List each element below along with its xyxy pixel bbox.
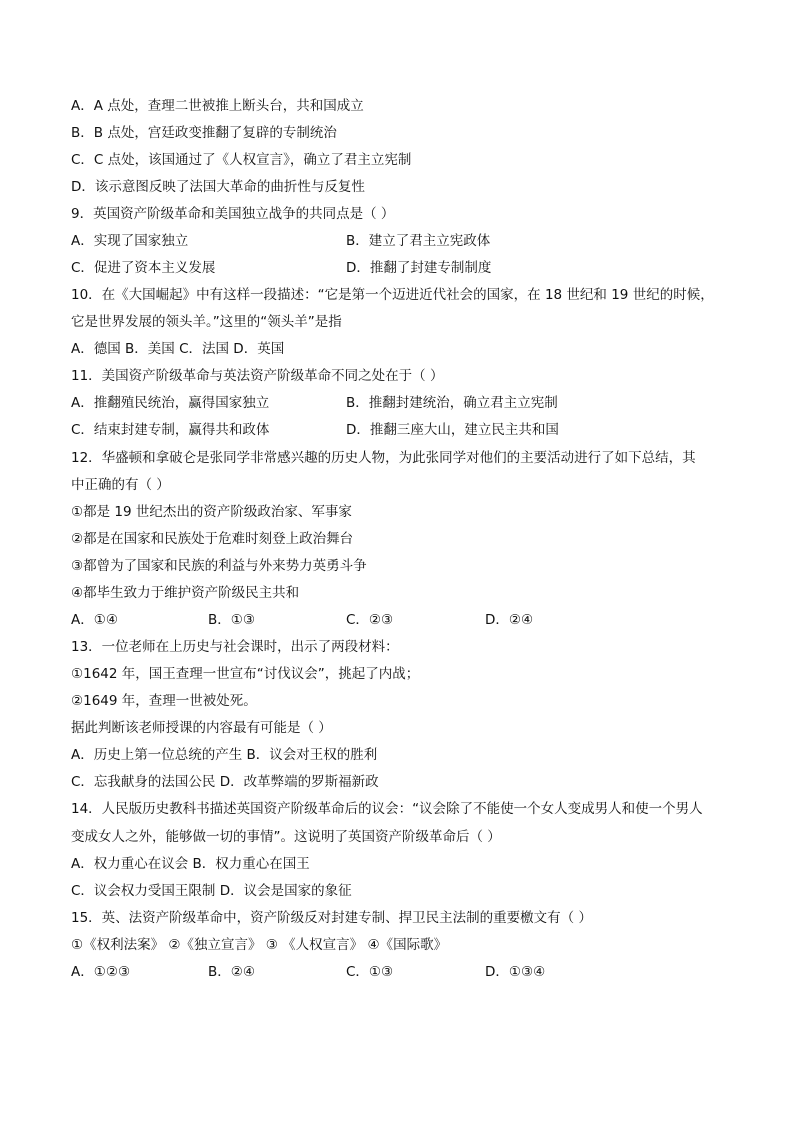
q9-option-a: A．实现了国家独立: [71, 233, 189, 249]
q12-stem-line2: 中正确的有（ ）: [71, 477, 170, 493]
q11-option-a: A．推翻殖民统治，赢得国家独立: [71, 395, 270, 411]
q13-item-2: ②1649 年，查理一世被处死。: [71, 693, 257, 709]
q12-item-1: ①都是 19 世纪杰出的资产阶级政治家、军事家: [71, 504, 352, 520]
q12-stem-line1: 12．华盛顿和拿破仑是张同学非常感兴趣的历史人物，为此张同学对他们的主要活动进行了如下总结，其: [71, 450, 696, 466]
q15-option-d: D．①③④: [485, 964, 546, 980]
q14-options-line1: A．权力重心在议会 B．权力重心在国王: [71, 856, 310, 872]
q15-stem: 15．英、法资产阶级革命中，资产阶级反对封建专制、捍卫民主法制的重要檄文有（ ）: [71, 910, 592, 926]
q9-stem: 9．英国资产阶级革命和美国独立战争的共同点是（ ）: [71, 206, 395, 222]
q10-stem-line1: 10．在《大国崛起》中有这样一段描述：“它是第一个迈进近代社会的国家，在 18 世纪和 19 世纪的时候，: [71, 287, 714, 303]
q15-option-a: A．①②③: [71, 964, 131, 980]
q13-question: 据此判断该老师授课的内容最有可能是（ ）: [71, 720, 332, 736]
q9-option-d: D．推翻了封建专制制度: [346, 260, 492, 276]
q13-stem: 13．一位老师在上历史与社会课时，出示了两段材料：: [71, 639, 399, 655]
q12-item-2: ②都是在国家和民族处于危难时刻登上政治舞台: [71, 531, 354, 547]
q11-option-c: C．结束封建专制，赢得共和政体: [71, 422, 270, 438]
q8-option-d: D．该示意图反映了法国大革命的曲折性与反复性: [71, 179, 365, 195]
q14-stem-line1: 14．人民版历史教科书描述英国资产阶级革命后的议会：“议会除了不能使一个女人变成男人和使一个男人: [71, 801, 703, 817]
q12-option-d: D．②④: [485, 612, 534, 628]
q8-option-b: B．B 点处，宫廷政变推翻了复辟的专制统治: [71, 125, 337, 141]
q12-item-4: ④都毕生致力于维护资产阶级民主共和: [71, 585, 300, 601]
q10-options: A．德国 B．美国 C．法国 D．英国: [71, 341, 285, 357]
q15-option-c: C．①③: [346, 964, 394, 980]
q9-option-b: B．建立了君主立宪政体: [346, 233, 491, 249]
q11-stem: 11．美国资产阶级革命与英法资产阶级革命不同之处在于（ ）: [71, 368, 444, 384]
q11-option-d: D．推翻三座大山，建立民主共和国: [346, 422, 559, 438]
q14-stem-line2: 变成女人之外，能够做一切的事情”。这说明了英国资产阶级革命后（ ）: [71, 829, 501, 845]
q12-option-a: A．①④: [71, 612, 118, 628]
q13-item-1: ①1642 年，国王查理一世宣布“讨伐议会”，挑起了内战；: [71, 666, 420, 682]
q11-option-b: B．推翻封建统治，确立君主立宪制: [346, 395, 558, 411]
q14-options-line2: C．议会权力受国王限制 D．议会是国家的象征: [71, 883, 352, 899]
q9-option-c: C．促进了资本主义发展: [71, 260, 216, 276]
q15-items: ①《权利法案》 ②《独立宣言》 ③ 《人权宣言》 ④《国际歌》: [71, 937, 448, 953]
q12-option-c: C．②③: [346, 612, 394, 628]
q15-option-b: B．②④: [208, 964, 255, 980]
q10-stem-line2: 它是世界发展的领头羊。”这里的“领头羊”是指: [71, 314, 342, 330]
q13-options-line1: A．历史上第一位总统的产生 B．议会对王权的胜利: [71, 747, 378, 763]
q8-option-c: C．C 点处，该国通过了《人权宣言》，确立了君主立宪制: [71, 152, 412, 168]
q13-options-line2: C．忘我献身的法国公民 D．改革弊端的罗斯福新政: [71, 774, 379, 790]
q8-option-a: A．A 点处，查理二世被推上断头台，共和国成立: [71, 98, 364, 114]
q12-item-3: ③都曾为了国家和民族的利益与外来势力英勇斗争: [71, 558, 367, 574]
q12-option-b: B．①③: [208, 612, 255, 628]
